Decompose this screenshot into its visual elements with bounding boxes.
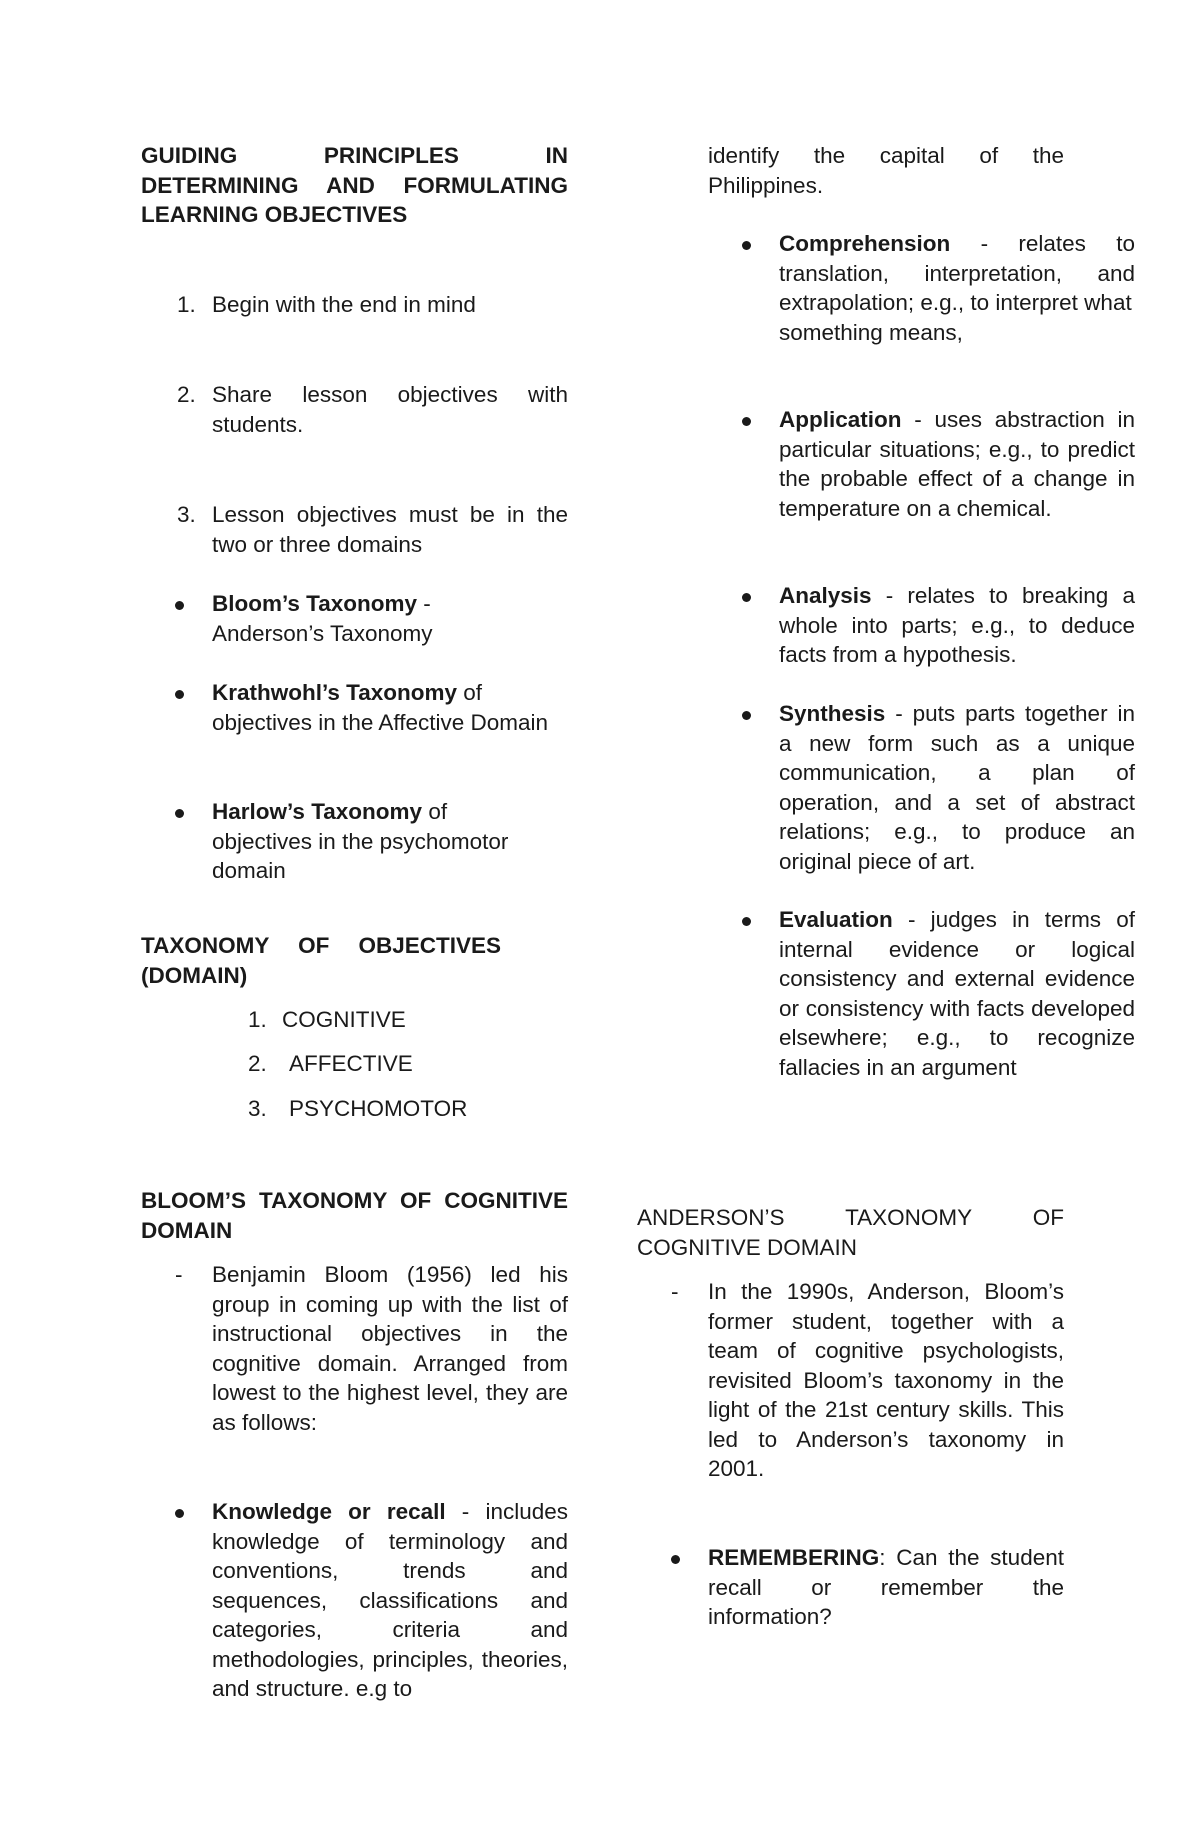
list-text: Begin with the end in mind xyxy=(212,292,476,317)
definition: of objectives in the Affective Domain xyxy=(212,680,549,735)
bullet-icon xyxy=(671,1555,680,1564)
taxonomy-domain-heading: TAXONOMY OF OBJECTIVES (DOMAIN) xyxy=(141,933,501,988)
guiding-principles-heading: GUIDING PRINCIPLES IN DETERMINING AND FORMULATING LEARNING OBJECTIVES xyxy=(141,143,568,227)
anderson-taxonomy-heading: ANDERSON’S TAXONOMY OF COGNITIVE DOMAIN xyxy=(637,1205,1064,1260)
definition: - relates to translation, interpretation, and extrapolation; e.g., to interpret what xyxy=(779,231,1135,315)
list-number: 2. xyxy=(248,1051,267,1076)
term: Krathwohl’s Taxonomy xyxy=(212,680,458,705)
definition: - uses abstraction in particular situations; e.g., to predict the probable effect of a change in temperature on a chemical. xyxy=(779,407,1135,521)
bullet-icon xyxy=(175,601,184,610)
paragraph: In the 1990s, Anderson, Bloom’s former student, together with a team of cognitive psychologists, revisited Bloom’s taxonomy in the light of the 21st century skills. This led to Anderson’s taxonomy in 2001. xyxy=(708,1279,1064,1481)
term: Harlow’s Taxonomy xyxy=(212,799,423,824)
definition: - includes knowledge of terminology and conventions, trends and sequences, classifications and categories, criteria and methodologies, principles, theories, and structure. e.g to xyxy=(212,1499,569,1701)
list-number: 3. xyxy=(248,1096,267,1121)
term: Evaluation xyxy=(779,907,893,932)
list-text xyxy=(708,1543,1064,1632)
list-text: Share lesson objectives with students. xyxy=(212,382,568,437)
bullet-icon xyxy=(175,809,184,818)
paragraph: identify the capital of the Philippines. xyxy=(708,143,1064,198)
list-text: AFFECTIVE xyxy=(289,1051,413,1076)
list-text xyxy=(212,678,568,737)
list-number: 1. xyxy=(248,1007,267,1032)
definition: - puts parts together in a new form such as a unique communication, a plan of operation, and a set of abstract relations; e.g., to produce an original piece of art. xyxy=(779,701,1135,874)
definition: of objectives in the psychomotor domain xyxy=(212,799,509,883)
list-number: 3. xyxy=(177,502,196,527)
list-text: Lesson objectives must be in the two or three domains xyxy=(212,502,568,557)
anderson-section xyxy=(637,0,1064,1835)
paragraph: Benjamin Bloom (1956) led his group in coming up with the list of instructional objectives in the cognitive domain. Arranged from lowest to the highest level, they are as follows: xyxy=(212,1262,568,1435)
list-text xyxy=(212,797,542,886)
definition: - Anderson’s Taxonomy xyxy=(212,591,433,646)
bullet-icon xyxy=(175,690,184,699)
list-text xyxy=(212,1497,568,1704)
term: Comprehension xyxy=(779,231,951,256)
term: Bloom’s Taxonomy xyxy=(212,591,418,616)
list-number: 2. xyxy=(177,382,196,407)
definition: - relates to breaking a whole into parts; e.g., to deduce facts from a hypothesis. xyxy=(779,583,1135,667)
term: Application xyxy=(779,407,902,432)
list-number: 1. xyxy=(177,292,196,317)
definition-continued: something means, xyxy=(779,319,963,345)
list-text: COGNITIVE xyxy=(282,1007,406,1032)
term: Analysis xyxy=(779,583,872,608)
definition: - judges in terms of internal evidence or logical consistency and external evidence or consistency with facts developed elsewhere; e.g., to recognize fallacies in an argument xyxy=(779,907,1135,1080)
left-column xyxy=(141,0,568,1835)
dash-marker: - xyxy=(175,1262,183,1287)
list-text xyxy=(212,589,462,648)
term: REMEMBERING xyxy=(708,1545,880,1570)
dash-marker: - xyxy=(671,1279,679,1304)
blooms-taxonomy-heading: BLOOM’S TAXONOMY OF COGNITIVE DOMAIN xyxy=(141,1188,568,1243)
term: Knowledge or recall xyxy=(212,1499,446,1524)
term: Synthesis xyxy=(779,701,886,726)
definition: : Can the student recall or remember the information? xyxy=(708,1545,1064,1629)
list-text: PSYCHOMOTOR xyxy=(289,1096,468,1121)
bullet-icon xyxy=(175,1509,184,1518)
